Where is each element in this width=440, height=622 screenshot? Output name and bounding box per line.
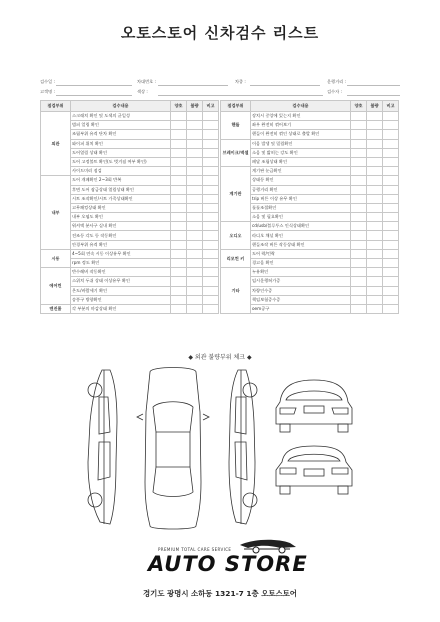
inspection-item: 도어열림 상태 확인: [71, 148, 171, 157]
info-row-2: [40, 89, 400, 97]
good-check-cell[interactable]: [171, 304, 187, 313]
good-check-cell[interactable]: [171, 203, 187, 212]
table-header-cell: 점검부위: [41, 101, 71, 112]
note-cell[interactable]: [203, 231, 219, 240]
note-cell[interactable]: [383, 176, 399, 185]
table-header-row: [221, 101, 399, 112]
bad-check-cell[interactable]: [187, 240, 203, 249]
note-cell[interactable]: [203, 277, 219, 286]
bad-check-cell[interactable]: [367, 139, 383, 148]
good-check-cell[interactable]: [171, 157, 187, 166]
note-cell[interactable]: [203, 222, 219, 231]
note-cell[interactable]: [383, 295, 399, 304]
good-check-cell[interactable]: [171, 167, 187, 176]
good-check-cell[interactable]: [171, 249, 187, 258]
bad-check-cell[interactable]: [187, 277, 203, 286]
inspection-item: 톨톨조절확인: [251, 203, 351, 212]
bad-check-cell[interactable]: [187, 130, 203, 139]
inspection-item: 소음 및 밟히는 강도 확인: [251, 148, 351, 157]
bad-check-cell[interactable]: [367, 176, 383, 185]
category-cell: 리모컨 키: [221, 249, 251, 267]
bad-check-cell[interactable]: [187, 286, 203, 295]
good-check-cell[interactable]: [351, 268, 367, 277]
table-header-cell: 양호: [171, 101, 187, 112]
good-check-cell[interactable]: [351, 121, 367, 130]
distance-label: 운행거리 :: [327, 79, 346, 84]
inspection-item: 도어 고정볼트 확인(도 벗겨짐 여부 확인): [71, 157, 171, 166]
category-cell: 기타: [221, 268, 251, 314]
inspection-item: 경고음 확인: [251, 259, 351, 268]
category-cell: 내부: [41, 176, 71, 250]
car-top-view[interactable]: [137, 368, 209, 530]
good-check-cell[interactable]: [351, 157, 367, 166]
note-cell[interactable]: [383, 259, 399, 268]
distance-field[interactable]: [347, 85, 400, 86]
vin-label: 차대번호 :: [137, 79, 156, 84]
car-rear-view[interactable]: [276, 446, 352, 494]
left-inspection-table: [40, 100, 219, 314]
good-check-cell[interactable]: [351, 259, 367, 268]
inspection-item: 스위치 두쉬 상태 이상유무 확인: [71, 277, 171, 286]
car-diagram[interactable]: [0, 362, 440, 532]
good-check-cell[interactable]: [351, 194, 367, 203]
good-check-cell[interactable]: [171, 130, 187, 139]
good-check-cell[interactable]: [171, 277, 187, 286]
inspection-item: 4~5회 연속 시동 이상유무 확인: [71, 249, 171, 258]
good-check-cell[interactable]: [351, 139, 367, 148]
inspector-label: 검수자 :: [327, 89, 342, 94]
inspection-item: 와이퍼 위치 확인: [71, 139, 171, 148]
inspection-item: 좌우 완전히 꺾어보기: [251, 121, 351, 130]
bad-check-cell[interactable]: [367, 268, 383, 277]
note-cell[interactable]: [203, 240, 219, 249]
inspection-item: 핸들조작 버튼 작동상태 확인: [251, 240, 351, 249]
bad-check-cell[interactable]: [367, 157, 383, 166]
bad-check-cell[interactable]: [367, 167, 383, 176]
bad-check-cell[interactable]: [187, 139, 203, 148]
inspection-item: 조립부위 유격 단차 확인: [71, 130, 171, 139]
good-check-cell[interactable]: [171, 231, 187, 240]
inspection-item: 누유확인: [251, 268, 351, 277]
good-check-cell[interactable]: [171, 286, 187, 295]
good-check-cell[interactable]: [171, 194, 187, 203]
note-cell[interactable]: [383, 203, 399, 212]
bad-check-cell[interactable]: [367, 286, 383, 295]
good-check-cell[interactable]: [351, 249, 367, 258]
inspection-item: 소음 및 필요확인: [251, 213, 351, 222]
date-field[interactable]: [56, 85, 132, 86]
table-row: [41, 176, 219, 185]
model-field[interactable]: [250, 85, 320, 86]
good-check-cell[interactable]: [171, 295, 187, 304]
inspection-item: 고무패킹상태 확인: [71, 203, 171, 212]
good-check-cell[interactable]: [171, 213, 187, 222]
inspection-item: 임시운행허가증: [251, 277, 351, 286]
bad-check-cell[interactable]: [187, 203, 203, 212]
good-check-cell[interactable]: [171, 268, 187, 277]
inspection-item: 사이드미러 점검: [71, 167, 171, 176]
inspection-item: 도어 개폐확인 2~3회 반복: [71, 176, 171, 185]
good-check-cell[interactable]: [171, 148, 187, 157]
inspection-item: 라디오 채널 확인: [251, 231, 351, 240]
note-cell[interactable]: [203, 259, 219, 268]
bad-check-cell[interactable]: [367, 185, 383, 194]
bad-check-cell[interactable]: [187, 213, 203, 222]
bad-check-cell[interactable]: [367, 121, 383, 130]
good-check-cell[interactable]: [351, 148, 367, 157]
bad-check-cell[interactable]: [367, 112, 383, 121]
color-field[interactable]: [158, 95, 323, 96]
good-check-cell[interactable]: [351, 277, 367, 286]
date-label: 검수일 :: [40, 79, 55, 84]
note-cell[interactable]: [383, 130, 399, 139]
inspection-item: 후면 도어 잠금상태 열림상태 확인: [71, 185, 171, 194]
bad-check-cell[interactable]: [367, 222, 383, 231]
inspection-item: oem공구: [251, 304, 351, 313]
inspection-item: rpm 정도 확인: [71, 259, 171, 268]
bad-check-cell[interactable]: [367, 240, 383, 249]
table-header-row: [41, 101, 219, 112]
category-cell: 외관: [41, 112, 71, 176]
note-cell[interactable]: [383, 277, 399, 286]
bad-check-cell[interactable]: [187, 112, 203, 121]
bad-check-cell[interactable]: [187, 194, 203, 203]
bad-check-cell[interactable]: [187, 304, 203, 313]
page-title: 오토스토어 신차검수 리스트: [120, 24, 320, 42]
bad-check-cell[interactable]: [187, 231, 203, 240]
good-check-cell[interactable]: [351, 240, 367, 249]
category-cell: 핸들: [221, 112, 251, 140]
note-cell[interactable]: [203, 130, 219, 139]
bad-check-cell[interactable]: [187, 295, 203, 304]
bad-check-cell[interactable]: [187, 249, 203, 258]
inspection-item: 온도/바람세기 확인: [71, 286, 171, 295]
note-cell[interactable]: [383, 167, 399, 176]
logo-tagline: PREMIUM TOTAL CARE SERVICE: [158, 547, 232, 552]
inspection-item: 안경부위 유격 확인: [71, 240, 171, 249]
good-check-cell[interactable]: [351, 304, 367, 313]
table-header-cell: 검수내용: [71, 101, 171, 112]
table-row: [41, 112, 219, 121]
table-header-cell: 비고: [383, 101, 399, 112]
table-row: [41, 304, 219, 313]
table-header-cell: 불량: [187, 101, 203, 112]
inspection-item: 반수레버 작동확인: [71, 268, 171, 277]
note-cell[interactable]: [203, 268, 219, 277]
bad-check-cell[interactable]: [187, 185, 203, 194]
bad-check-cell[interactable]: [187, 121, 203, 130]
note-cell[interactable]: [383, 157, 399, 166]
good-check-cell[interactable]: [171, 240, 187, 249]
inspection-item: 전조등 각도 등 작동확인: [71, 231, 171, 240]
note-cell[interactable]: [383, 213, 399, 222]
good-check-cell[interactable]: [351, 112, 367, 121]
inspection-item: 송풍구 방향확인: [71, 295, 171, 304]
note-cell[interactable]: [203, 185, 219, 194]
good-check-cell[interactable]: [351, 130, 367, 139]
note-cell[interactable]: [203, 286, 219, 295]
inspection-item: cd/usb/블루투스 인식상태확인: [251, 222, 351, 231]
table-header-cell: 양호: [351, 101, 367, 112]
table-row: [41, 268, 219, 277]
bad-check-cell[interactable]: [367, 231, 383, 240]
good-check-cell[interactable]: [171, 222, 187, 231]
color-label: 색상 :: [137, 89, 148, 94]
bad-check-cell[interactable]: [367, 295, 383, 304]
category-cell: 오디오: [221, 222, 251, 250]
bad-check-cell[interactable]: [367, 148, 383, 157]
category-cell: 엔진룸: [41, 304, 71, 313]
note-cell[interactable]: [203, 295, 219, 304]
note-cell[interactable]: [203, 194, 219, 203]
good-check-cell[interactable]: [351, 222, 367, 231]
inspection-item: 이음 발생 및 밀림확인: [251, 139, 351, 148]
table-header-cell: 검수내용: [251, 101, 351, 112]
customer-field[interactable]: [56, 95, 132, 96]
store-address: 경기도 광명시 소하동 1321-7 1층 오토스토어: [143, 589, 297, 598]
right-inspection-table: [220, 100, 399, 314]
note-cell[interactable]: [383, 222, 399, 231]
table-header-cell: 점검부위: [221, 101, 251, 112]
inspection-item: 핸들이 완전히 꺾인 상태로 출발 확인: [251, 130, 351, 139]
inspection-item: 공행거리 확인: [251, 185, 351, 194]
inspection-item: 상태등 확인: [251, 176, 351, 185]
note-cell[interactable]: [203, 139, 219, 148]
good-check-cell[interactable]: [171, 121, 187, 130]
category-cell: 에어컨: [41, 268, 71, 305]
inspection-item: 범퍼 얼링 확인: [71, 121, 171, 130]
good-check-cell[interactable]: [171, 112, 187, 121]
inspection-item: 책임보험증수증: [251, 295, 351, 304]
bad-check-cell[interactable]: [187, 176, 203, 185]
bad-check-cell[interactable]: [367, 130, 383, 139]
bad-check-cell[interactable]: [367, 304, 383, 313]
inspection-item: 스크래치 확인 및 도색의 균일성: [71, 112, 171, 121]
bad-check-cell[interactable]: [367, 249, 383, 258]
bad-check-cell[interactable]: [367, 213, 383, 222]
note-cell[interactable]: [203, 148, 219, 157]
inspection-item: 시트 조작확인/시트 가죽상태확인: [71, 194, 171, 203]
bad-check-cell[interactable]: [187, 157, 203, 166]
note-cell[interactable]: [203, 304, 219, 313]
inspection-item: 각 부분의 마감상태 확인: [71, 304, 171, 313]
inspection-item: 워셔액 분사구 실내 확인: [71, 222, 171, 231]
table-row: [41, 249, 219, 258]
note-cell[interactable]: [203, 203, 219, 212]
inspection-item: 장치시 중앙에 있는지 확인: [251, 112, 351, 121]
note-cell[interactable]: [383, 286, 399, 295]
car-left-side-view[interactable]: [88, 370, 117, 524]
good-check-cell[interactable]: [171, 185, 187, 194]
good-check-cell[interactable]: [351, 213, 367, 222]
table-row: [221, 268, 399, 277]
table-header-cell: 불량: [367, 101, 383, 112]
category-cell: 계기판: [221, 167, 251, 222]
good-check-cell[interactable]: [171, 176, 187, 185]
good-check-cell[interactable]: [351, 286, 367, 295]
inspection-item: 내부 오염도 확인: [71, 213, 171, 222]
good-check-cell[interactable]: [351, 167, 367, 176]
inspection-item: 도어 락/언락: [251, 249, 351, 258]
note-cell[interactable]: [203, 121, 219, 130]
customer-label: 고객명 :: [40, 89, 55, 94]
bad-check-cell[interactable]: [187, 259, 203, 268]
good-check-cell[interactable]: [171, 259, 187, 268]
good-check-cell[interactable]: [351, 185, 367, 194]
note-cell[interactable]: [383, 194, 399, 203]
table-row: [221, 112, 399, 121]
bad-check-cell[interactable]: [187, 222, 203, 231]
note-cell[interactable]: [383, 121, 399, 130]
note-cell[interactable]: [203, 167, 219, 176]
car-front-view[interactable]: [276, 380, 352, 432]
note-cell[interactable]: [383, 112, 399, 121]
vin-field[interactable]: [158, 85, 228, 86]
note-cell[interactable]: [383, 240, 399, 249]
bad-check-cell[interactable]: [187, 268, 203, 277]
note-cell[interactable]: [383, 185, 399, 194]
inspection-item: 페달 조립상태 확인: [251, 157, 351, 166]
table-row: [221, 222, 399, 231]
note-cell[interactable]: [383, 139, 399, 148]
good-check-cell[interactable]: [351, 231, 367, 240]
bad-check-cell[interactable]: [367, 203, 383, 212]
bad-check-cell[interactable]: [187, 148, 203, 157]
inspection-item: 계기판 눈금확인: [251, 167, 351, 176]
good-check-cell[interactable]: [351, 176, 367, 185]
good-check-cell[interactable]: [171, 139, 187, 148]
table-row: [221, 167, 399, 176]
inspection-item: trip 버튼 이상 유무 확인: [251, 194, 351, 203]
note-cell[interactable]: [203, 249, 219, 258]
table-header-cell: 비고: [203, 101, 219, 112]
note-cell[interactable]: [203, 213, 219, 222]
bad-check-cell[interactable]: [367, 194, 383, 203]
bad-check-cell[interactable]: [367, 277, 383, 286]
exterior-check-title: ◆ 외관 불량부위 체크 ◆: [188, 354, 252, 361]
model-label: 차종 :: [235, 79, 246, 84]
good-check-cell[interactable]: [351, 203, 367, 212]
bad-check-cell[interactable]: [367, 259, 383, 268]
note-cell[interactable]: [383, 231, 399, 240]
inspection-item: 차량인수증: [251, 286, 351, 295]
car-right-side-view[interactable]: [229, 370, 257, 524]
note-cell[interactable]: [383, 268, 399, 277]
good-check-cell[interactable]: [351, 295, 367, 304]
category-cell: 시동: [41, 249, 71, 267]
bad-check-cell[interactable]: [187, 167, 203, 176]
info-row-1: [40, 79, 400, 87]
note-cell[interactable]: [203, 112, 219, 121]
table-row: [221, 139, 399, 148]
note-cell[interactable]: [203, 176, 219, 185]
table-row: [221, 249, 399, 258]
note-cell[interactable]: [383, 249, 399, 258]
logo-brand: AUTO STORE: [148, 552, 308, 576]
inspector-field[interactable]: [347, 95, 400, 96]
note-cell[interactable]: [203, 157, 219, 166]
note-cell[interactable]: [383, 148, 399, 157]
note-cell[interactable]: [383, 304, 399, 313]
category-cell: 브레이크/액셀: [221, 139, 251, 167]
